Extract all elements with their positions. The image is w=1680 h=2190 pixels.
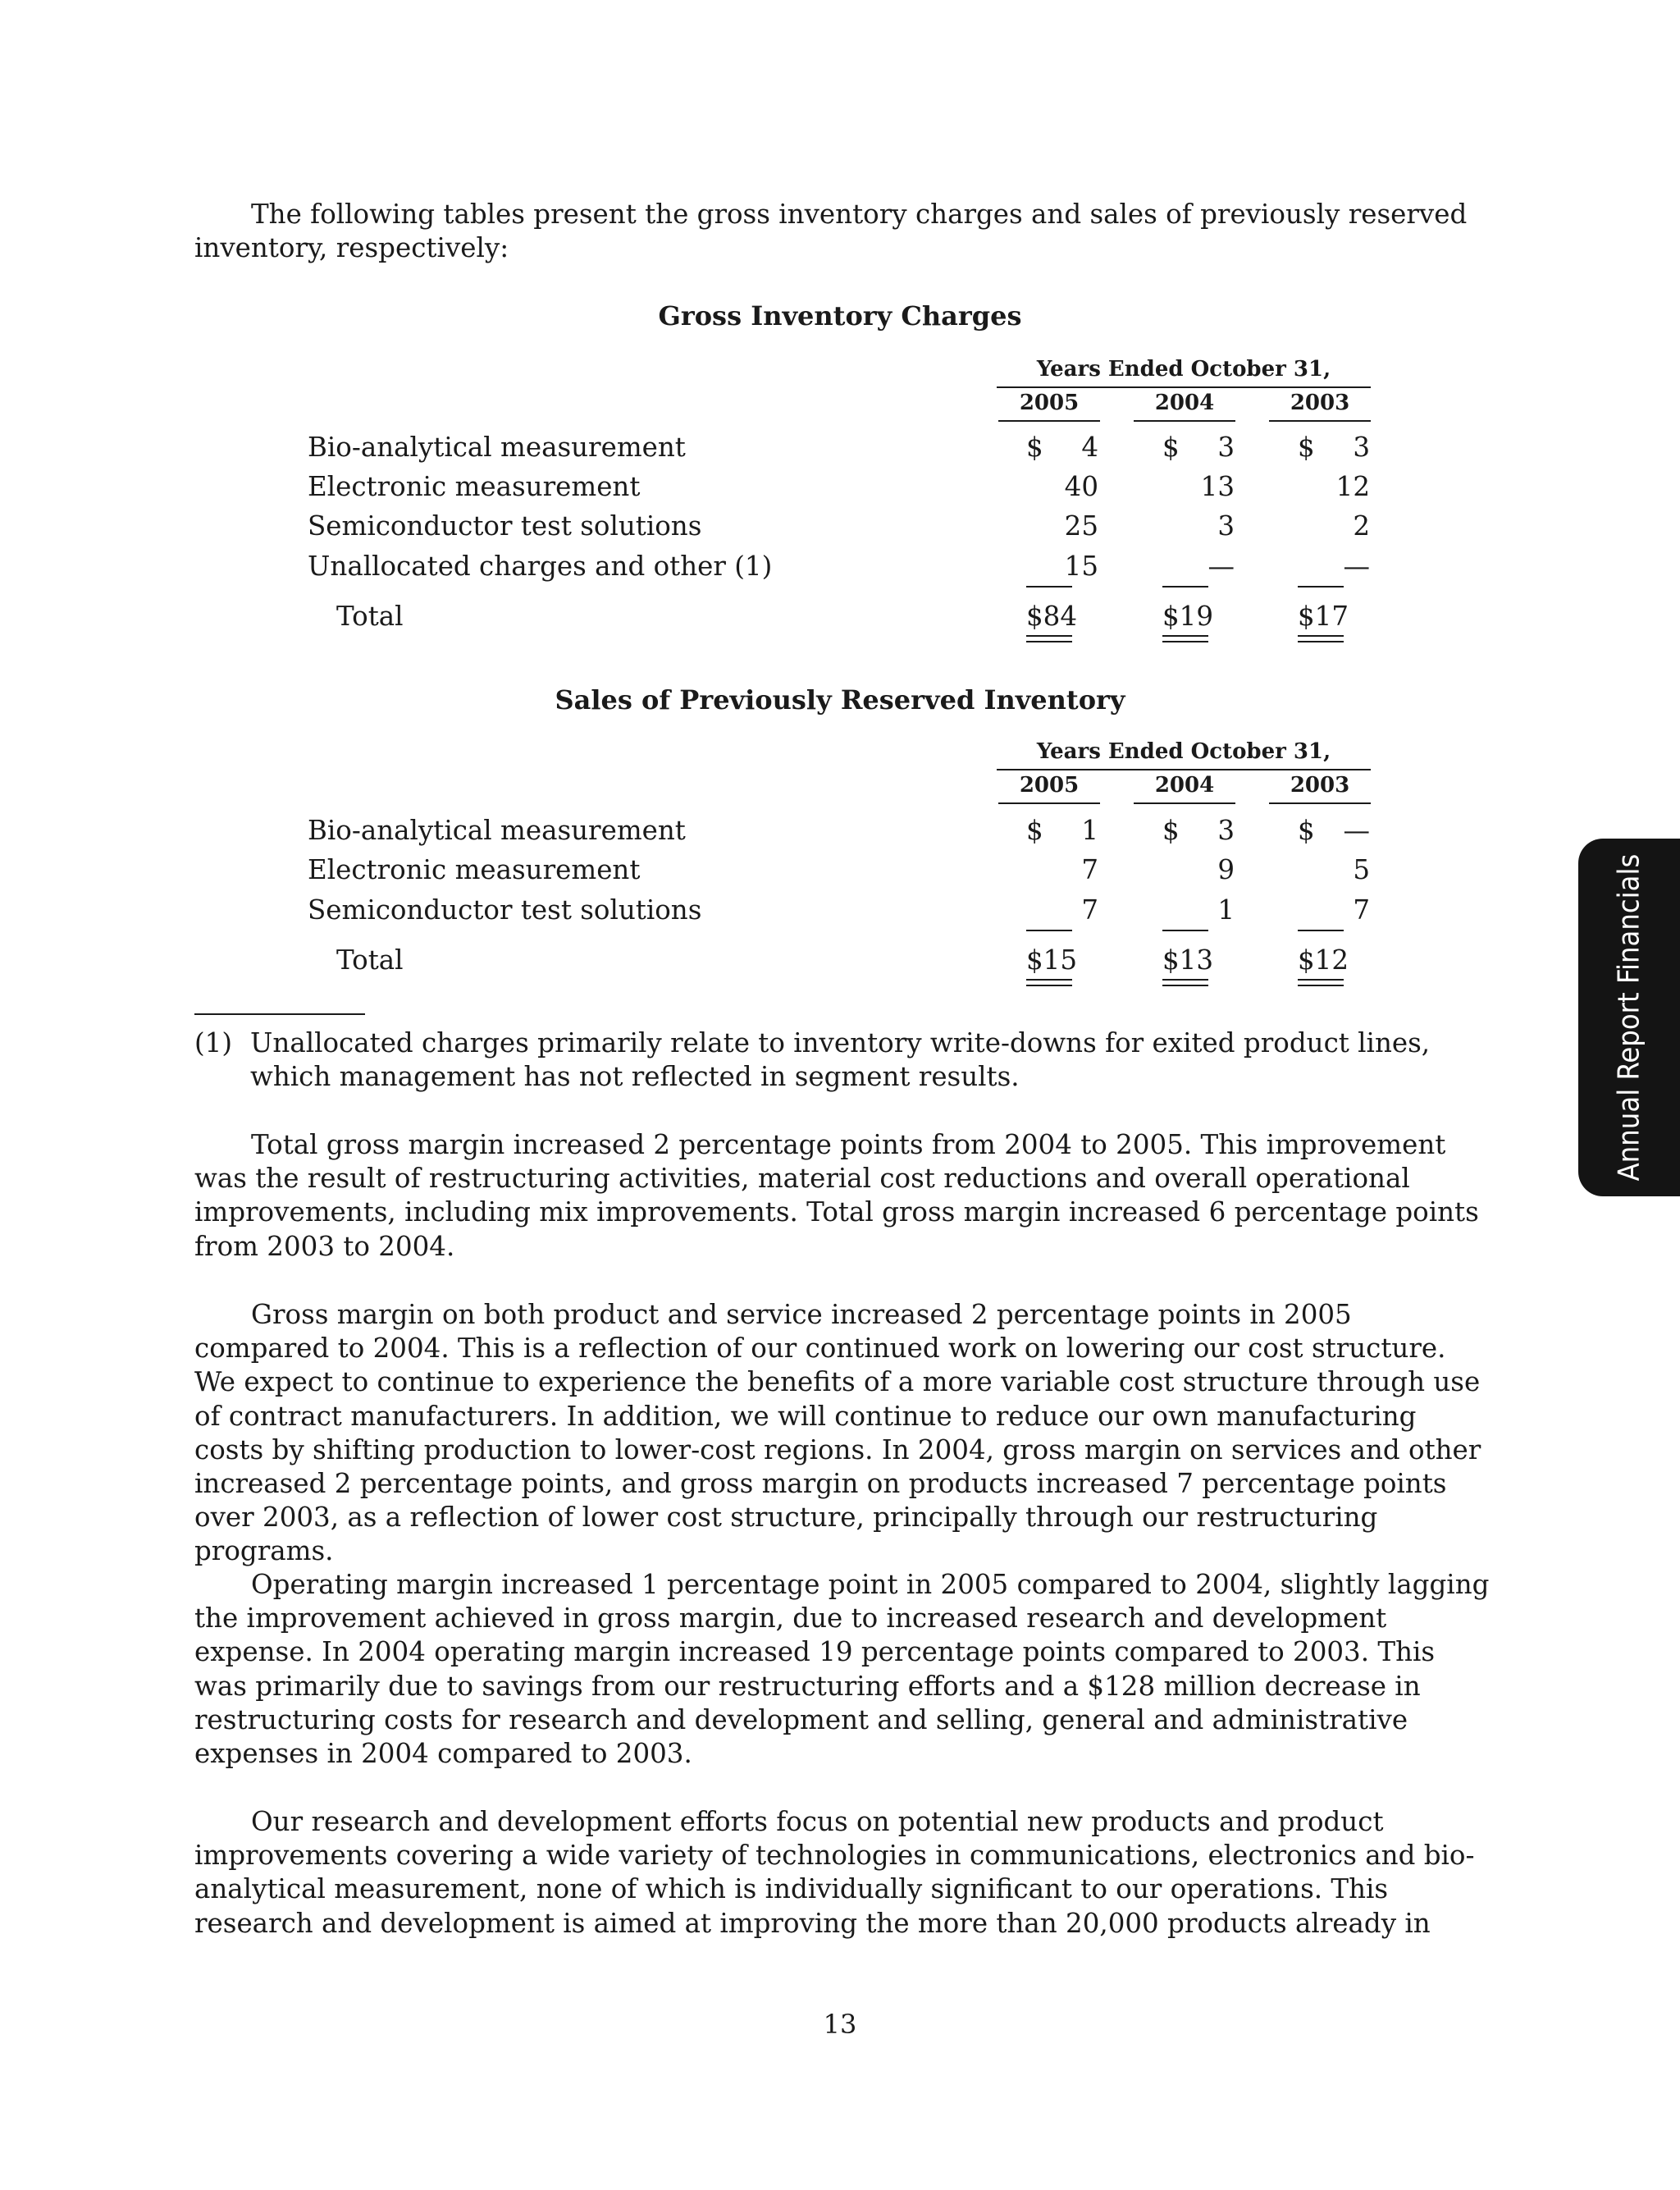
sales-col-2005: 2005 [998,773,1100,804]
body-paragraph: Total gross margin increased 2 percentage points from 2004 to 2005. This improvement was the result of restructuring activities, material cost reductions and overall operational improvements, including mix improvements. Total gross margin increased 6 percentage points from 2003 to 2004. [194,1129,1479,1262]
sales-col-2003: 2003 [1269,773,1371,804]
gross-row-label: Electronic measurement . . . [308,470,972,503]
gross-col-2004: 2004 [1134,391,1235,422]
subtotal-rule [1026,586,1072,588]
total-double-rule [1298,635,1344,642]
sales-table-title: Sales of Previously Reserved Inventory [555,684,1125,716]
gross-total-label: Total . . . [336,600,972,633]
subtotal-rule [1162,586,1208,588]
total-double-rule [1298,979,1344,986]
gross-col-2005: 2005 [998,391,1100,422]
subtotal-rule [1298,930,1344,931]
total-double-rule [1026,635,1072,642]
gross-col-2003: 2003 [1269,391,1371,422]
sales-years-header: Years Ended October 31, [997,739,1371,770]
total-double-rule [1026,979,1072,986]
gross-years-header: Years Ended October 31, [997,357,1371,388]
gross-row-label: Bio-analytical measurement . . . [308,431,972,464]
total-double-rule [1162,979,1208,986]
body-paragraph: Operating margin increased 1 percentage point in 2005 compared to 2004, slightly lagging the improvement achieved in gross margin, due to increased research and development expense. In 2004 operating margin increased 19 percentage points compared to 2003. This was primarily due to savings from our restructuring efforts and a $128 million decrease in restructuring costs for research and development and selling, general and administrative expenses in 2004 compared to 2003. [194,1569,1490,1770]
subtotal-rule [1026,930,1072,931]
subtotal-rule [1162,930,1208,931]
gross-row-label: Unallocated charges and other (1) . . . [308,550,972,583]
page-number: 13 [823,2009,857,2040]
sales-row-label: Electronic measurement . . . [308,853,972,886]
footnote [194,1026,1491,1094]
body-paragraph: Gross margin on both product and service increased 2 percentage points in 2005 compared to 2004. This is a reflection of our continued work on lowering our cost structure. We expect to continue to experience the benefits of a more variable cost structure through use of contract manufacturers. In addition, we will continue to reduce our own manufacturing costs by shifting production to lower-cost regions. In 2004, gross margin on services and other increased 2 percentage points, and gross margin on products increased 7 percentage points over 2003, as a reflection of lower cost structure, principally through our restructuring programs. [194,1299,1481,1567]
gross-table-title: Gross Inventory Charges [658,300,1022,331]
subtotal-rule [1298,586,1344,588]
total-double-rule [1162,635,1208,642]
body-paragraph: Our research and development efforts focus on potential new products and product improvements covering a wide variety of technologies in communications, electronics and bio-analytical measurement, none of which is individually significant to our operations. This research and development is aimed at improving the more than 20,000 products already in [194,1806,1475,1939]
footnote-mark: (1) [194,1027,233,1058]
sales-total-label: Total . . . [336,944,972,976]
footnote-rule [194,1013,365,1015]
gross-row-label: Semiconductor test solutions . . . [308,510,972,542]
intro-paragraph: The following tables present the gross inventory charges and sales of previously reserved inventory, respectively: [194,199,1468,264]
document-page: The following tables present the gross inventory charges and sales of previously reserved inventory, respectively: Gross Inventory Charges Years Ended October 31, 2005 2004 2003 Bio-analytical measurement . . . Electronic measurement . . . Semiconductor test solutions . . . Unallocated charges and other (1) . . . Total . . . $ 4 $ 3 $ 3 40 13 12 25 3 2 15 — — $84 $19 $17 Sales of Previously Reserved Inventory Years Ended October 31, 2005 2004 2003 Bio-analytical measurement . . . Electronic measurement . . . Semiconductor test solutions . . . Total . . . $ 1 $ 3 $ — 7 9 5 7 1 7 $15 $13 $12 (1) Unallocated charges primarily relate to inventory write-downs for exited product lines, which management has not reflected in segment results. Total gross margin increased 2 percentage points from 2004 to 2005. This improvement was the result of restructuring activities, material cost reductions and overall operational improvements, including mix improvements. Total gross margin increased 6 percentage points from 2003 to 2004. Gross margin on both product and service increased 2 percentage points in 2005 compared to 2004. This is a reflection of our continued work on lowering our cost structure. We expect to continue to experience the benefits of a more variable cost structure through use of contract manufacturers. In addition, we will continue to reduce our own manufacturing costs by shifting production to lower-cost regions. In 2004, gross margin on services and other increased 2 percentage points, and gross margin on products increased 7 percentage points over 2003, as a reflection of lower cost structure, principally through our restructuring programs. Operating margin increased 1 percentage point in 2005 compared to 2004, slightly lagging the improvement achieved in gross margin, due to increased research and development expense. In 2004 operating margin increased 19 percentage points compared to 2003. This was primarily due to savings from our restructuring efforts and a $128 million decrease in restructuring costs for research and development and selling, general and administrative expenses in 2004 compared to 2003. Our research and development efforts focus on potential new products and product improvements covering a wide variety of technologies in communications, electronics and bio-analytical measurement, none of which is individually significant to our operations. This research and development is aimed at improving the more than 20,000 products already in 13 Annual Report Financials [0,0,1680,2190]
sales-row-label: Semiconductor test solutions . . . [308,894,972,926]
section-side-tab [1578,839,1680,1196]
sales-col-2004: 2004 [1134,773,1235,804]
side-tab-label: Annual Report Financials [1612,853,1646,1182]
sales-row-label: Bio-analytical measurement . . . [308,814,972,847]
footnote-text: Unallocated charges primarily relate to inventory write-downs for exited product lines, which management has not reflected in segment results. [250,1027,1431,1092]
